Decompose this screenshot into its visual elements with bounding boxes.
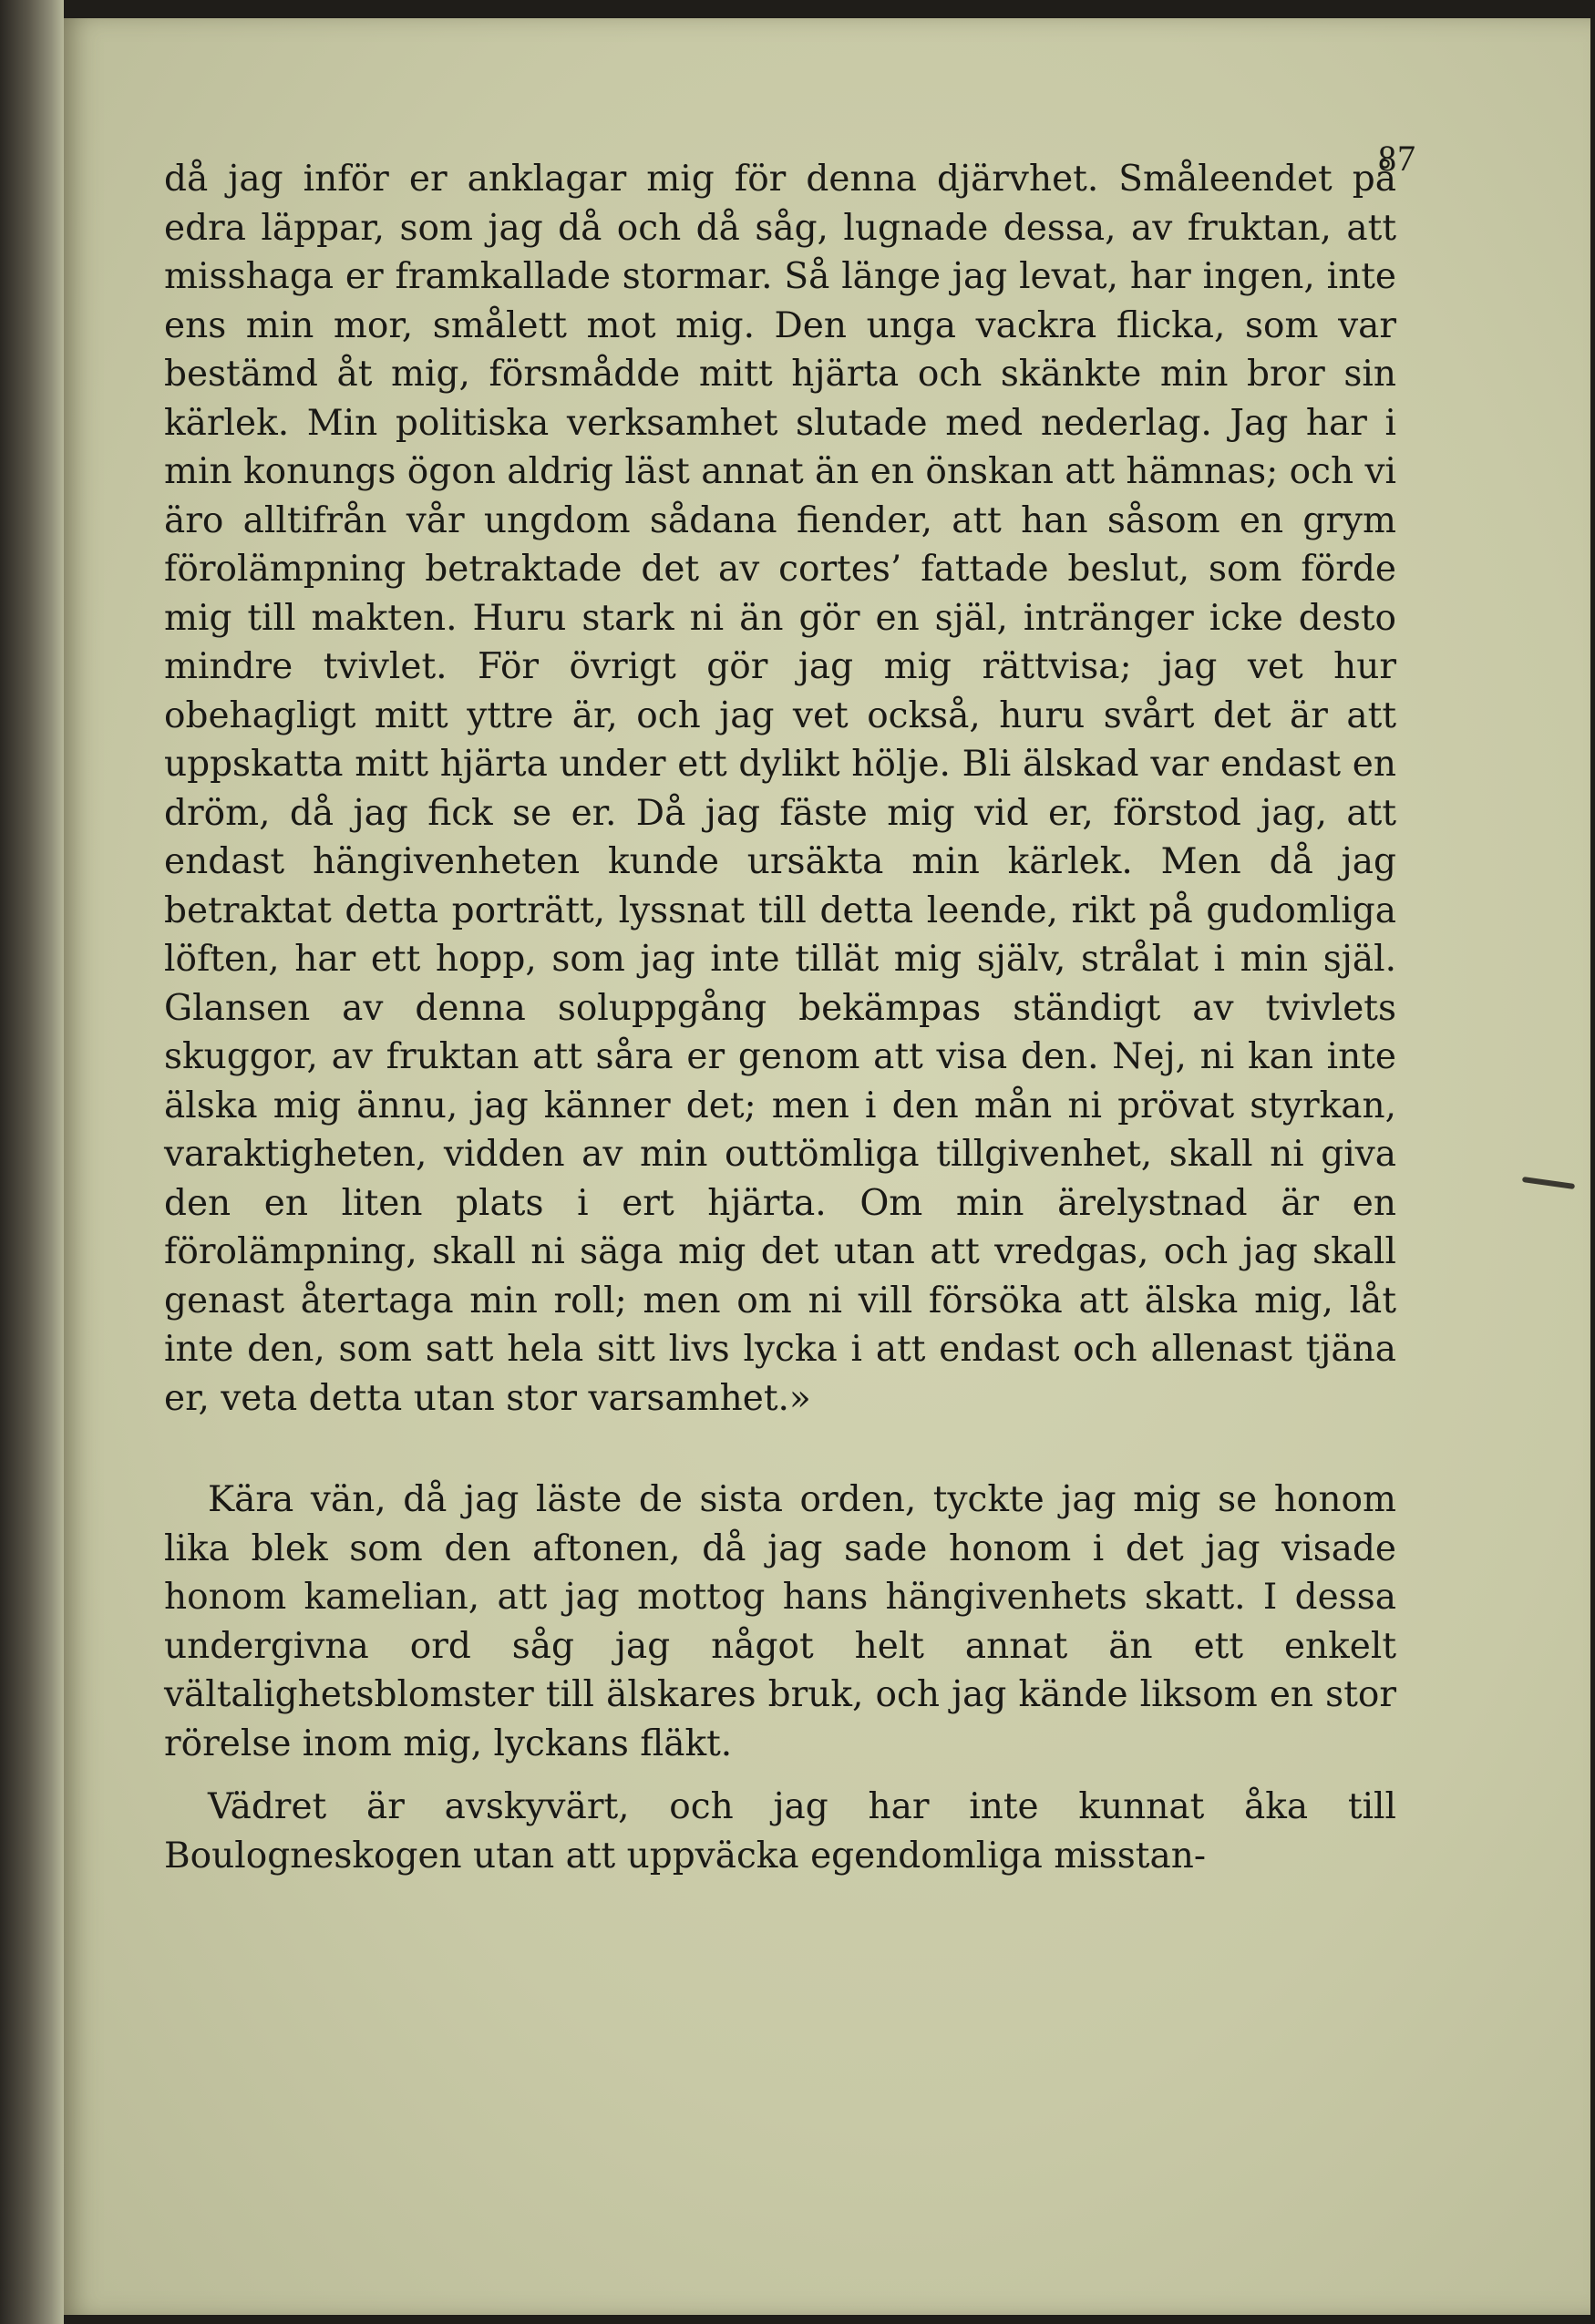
paragraph-weather: Vädret är avskyvärt, och jag har inte kunnat åka till Boulogneskogen utan att uppväcka egendomliga misstan- xyxy=(164,1786,1396,1877)
page-number: 87 xyxy=(1378,138,1416,179)
paragraph-gap xyxy=(164,1423,1396,1476)
paragraph-letter-end: då jag inför er anklagar mig för denna djärvhet. Småleendet på edra läppar, som jag då och då såg, lugnade dessa, av fruktan, att misshaga er framkallade stormar. Så länge jag levat, har ingen, inte ens min mor, smålett mot mig. Den unga vackra flicka, som var bestämd åt mig, försmådde mitt hjärta och skänkte min bror sin kärlek. Min politiska verksamhet slutade med nederlag. Jag har i min konungs ögon aldrig läst annat än en önskan att hämnas; och vi äro alltifrån vår ungdom sådana fiender, att han såsom en grym förolämpning betraktade det av cortes’ fattade beslut, som förde mig till makten. Huru stark ni än gör en själ, intränger icke desto mindre tvivlet. För övrigt gör jag mig rättvisa; jag vet hur obehagligt mitt yttre är, och jag vet också, huru svårt det är att uppskatta mitt hjärta under ett dylikt hölje. Bli älskad var endast en dröm, då jag fick se er. Då jag fäste mig vid er, förstod jag, att endast hängivenheten kunde ursäkta min kärlek. Men då jag betraktat detta porträtt, lyssnat till detta leende, rikt på gudomliga löften, har ett hopp, som jag inte tillät mig själv, strålat i min själ. Glansen av denna soluppgång bekämpas ständigt av tvivlets skuggor, av fruktan att såra er genom att visa den. Nej, ni kan inte älska mig ännu, jag känner det; men i den mån ni prövat styrkan, varaktigheten, vidden av min outtömliga tillgivenhet, skall ni giva den en liten plats i ert hjärta. Om min ärelystnad är en förolämpning, skall ni säga mig det utan att vredgas, och jag skall genast återtaga min roll; men om ni vill försöka att älska mig, låt inte den, som satt hela sitt livs lycka i att endast och allenast tjäna er, veta detta utan stor varsamhet.» xyxy=(164,159,1397,1419)
paragraph-reaction: Kära vän, då jag läste de sista orden, tyckte jag mig se honom lika blek som den aftonen, då jag sade honom i det jag visade honom kamelian, att jag mottog hans hängivenhets skatt. I dessa undergivna ord såg jag något helt annat än ett enkelt vältalighetsblomster till älskares bruk, och jag kände liksom en stor rörelse inom mig, lyckans fläkt. xyxy=(164,1479,1396,1764)
paragraph-gap xyxy=(164,1768,1396,1783)
book-gutter xyxy=(0,0,64,2324)
page-text xyxy=(164,155,1396,1880)
